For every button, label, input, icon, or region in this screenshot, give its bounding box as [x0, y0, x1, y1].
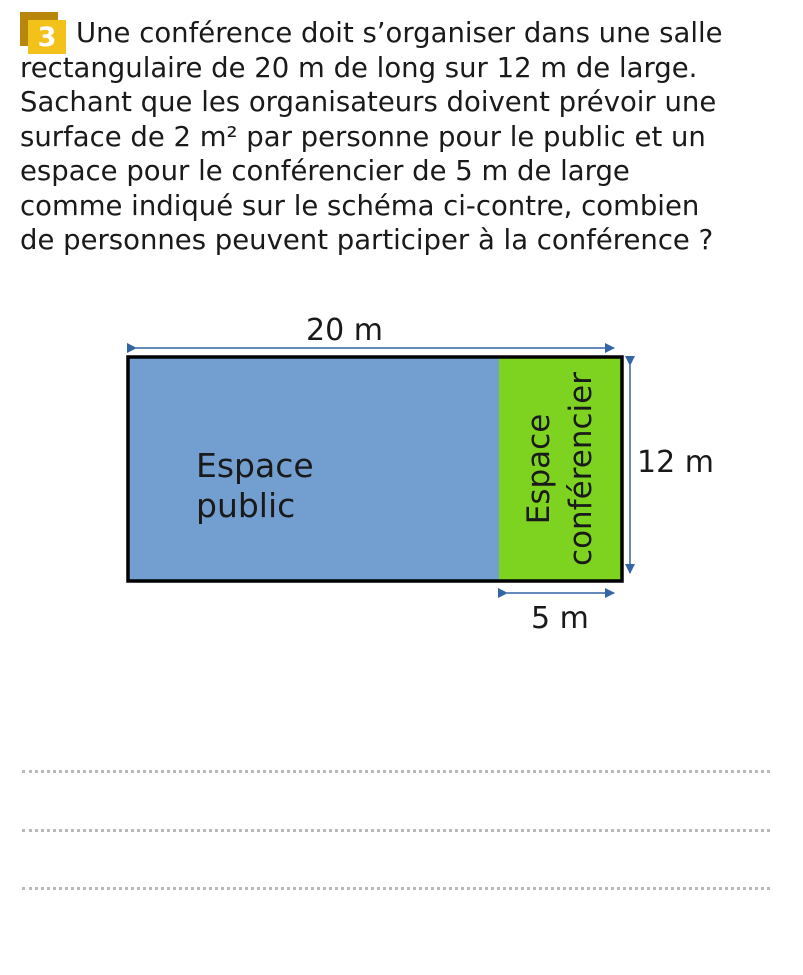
problem-line: espace pour le conférencier de 5 m de large	[20, 155, 630, 187]
public-area-label-line1: Espace	[196, 446, 314, 485]
speaker-width-label: 5 m	[531, 601, 589, 636]
problem-line: Sachant que les organisateurs doivent prévoir une	[20, 86, 717, 118]
answer-line[interactable]	[22, 887, 770, 890]
answer-line[interactable]	[22, 829, 770, 832]
length-label: 20 m	[306, 313, 383, 348]
problem-line: de personnes peuvent participer à la conférence ?	[20, 224, 714, 256]
problem-line: surface de 2 m² par personne pour le public et un	[20, 120, 706, 153]
problem-line: comme indiqué sur le schéma ci-contre, combien	[20, 189, 700, 222]
exercise-number: 3	[28, 20, 66, 54]
public-area-label-line2: public	[196, 486, 296, 525]
speaker-area-label-line2: conférencier	[563, 372, 599, 566]
problem-line: Une conférence doit s’organiser dans une salle	[76, 17, 723, 49]
problem-line: rectangulaire de 20 m de long sur 12 m de large.	[20, 51, 698, 84]
speaker-area-label-line1: Espace	[521, 413, 557, 525]
width-label: 12 m	[637, 445, 714, 480]
answer-line[interactable]	[22, 770, 770, 773]
